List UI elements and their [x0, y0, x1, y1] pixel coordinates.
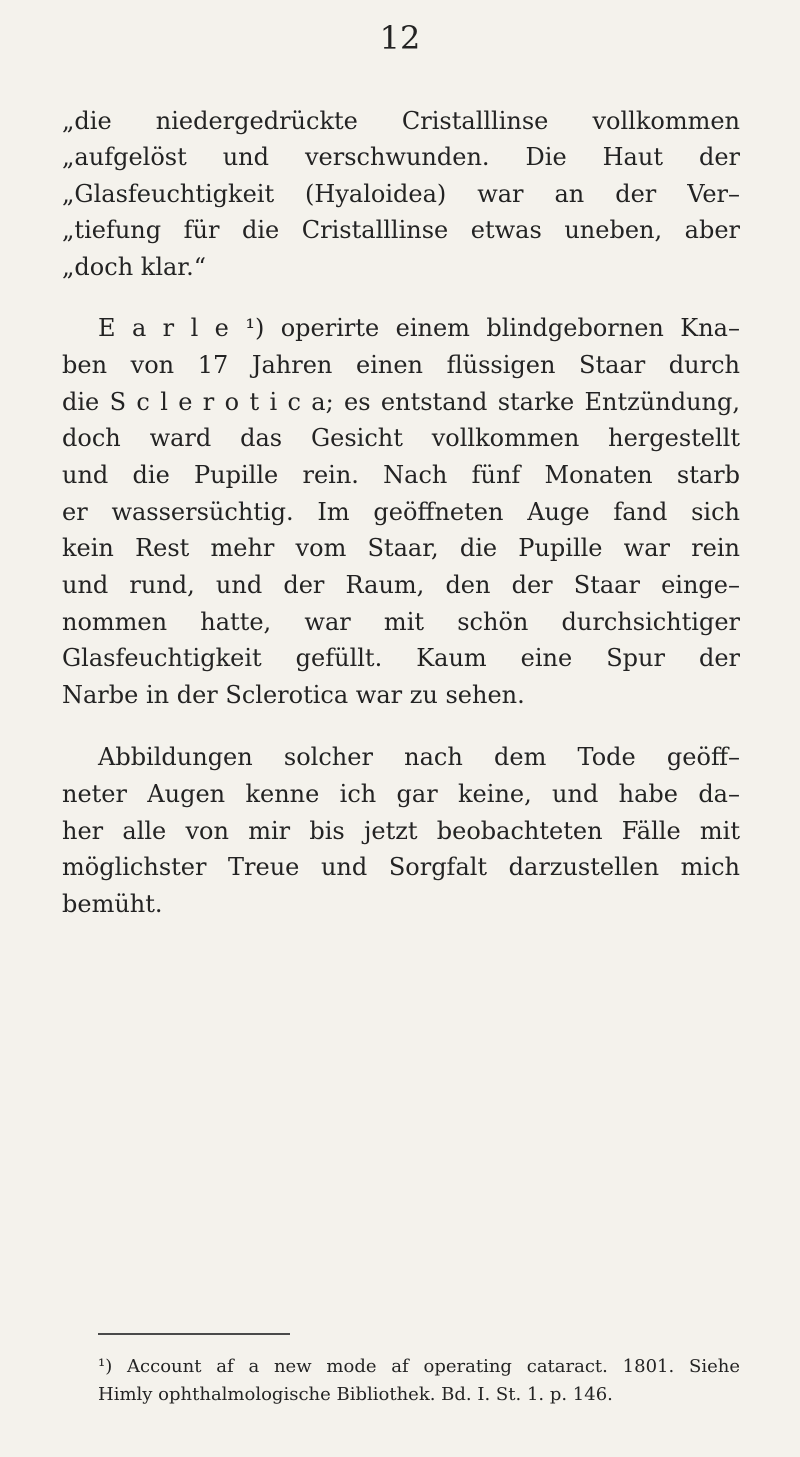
text-line: „die niedergedrückte Cristalllinse vollkommen: [62, 107, 740, 135]
footnote-line: Himly ophthalmologische Bibliothek. Bd. I. St. 1. p. 146.: [98, 1384, 613, 1405]
text-line: bemüht.: [62, 890, 163, 918]
text-line: nommen hatte, war mit schön durchsichtiger: [62, 608, 740, 636]
text-line: neter Augen kenne ich gar keine, und habe da–: [62, 780, 740, 808]
text-line: her alle von mir bis jetzt beobachteten Fälle mit: [62, 817, 740, 845]
text-line: ben von 17 Jahren einen flüssigen Staar durch: [62, 351, 740, 379]
text-line: Glasfeuchtigkeit gefüllt. Kaum eine Spur der: [62, 644, 740, 672]
text-line: „doch klar.“: [62, 253, 207, 281]
text-line: Narbe in der Sclerotica war zu sehen.: [62, 681, 525, 709]
text-line: „Glasfeuchtigkeit (Hyaloidea) war an der Ver–: [62, 180, 740, 208]
text-line: doch ward das Gesicht vollkommen hergestellt: [62, 424, 740, 452]
text-line: er wassersüchtig. Im geöffneten Auge fand sich: [62, 498, 740, 526]
text-line: „aufgelöst und verschwunden. Die Haut der: [62, 143, 740, 171]
text-line: E a r l e ¹) operirte einem blindgebornen Kna–: [98, 314, 740, 342]
footnote-line: ¹) Account af a new mode af operating cataract. 1801. Siehe: [98, 1356, 740, 1377]
text-line: möglichster Treue und Sorgfalt darzustellen mich: [62, 853, 740, 881]
text-line: und rund, und der Raum, den der Staar einge–: [62, 571, 740, 599]
text-line: und die Pupille rein. Nach fünf Monaten starb: [62, 461, 740, 489]
text-line: kein Rest mehr vom Staar, die Pupille war rein: [62, 534, 740, 562]
text-line: „tiefung für die Cristalllinse etwas uneben, aber: [62, 216, 740, 244]
text-line: die S c l e r o t i c a; es entstand starke Entzündung,: [62, 388, 740, 416]
page-number: 12: [379, 19, 421, 57]
text-line: Abbildungen solcher nach dem Tode geöff–: [98, 743, 740, 771]
footnote-rule: [98, 1333, 290, 1335]
